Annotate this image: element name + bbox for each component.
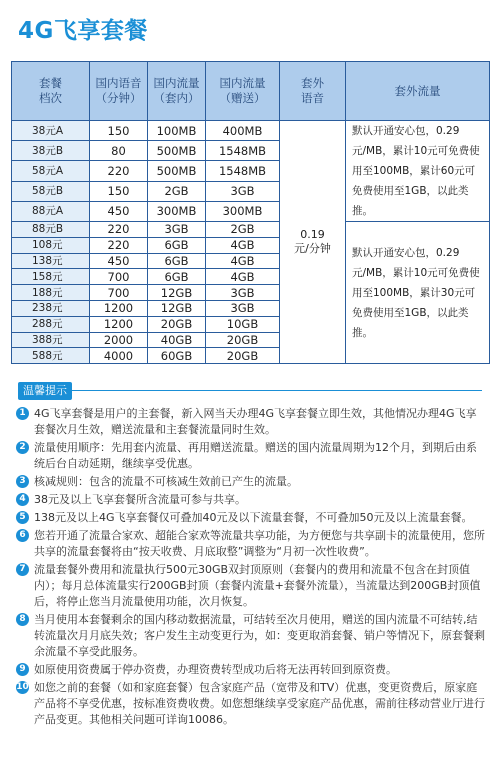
tip-number-badge: 10: [16, 682, 29, 692]
header-extra-voice: 套外 语音: [280, 62, 346, 121]
tip-text: 如原使用资费属于停办资费，办理资费转型成功后将无法再转回到原资费。: [34, 663, 397, 676]
tip-text: 138元及以上4G飞享套餐仅可叠加40元及以下流量套餐，不可叠加50元及以上流量套餐。: [34, 511, 473, 524]
header-tier: 套餐 档次: [12, 62, 90, 121]
cell-data-included: 500MB: [148, 141, 206, 161]
cell-data-included: 6GB: [148, 237, 206, 253]
cell-data-bonus: 20GB: [206, 348, 280, 364]
cell-data-bonus: 4GB: [206, 237, 280, 253]
cell-voice-minutes: 80: [90, 141, 148, 161]
table-header-row: [12, 62, 490, 121]
cell-voice-minutes: 150: [90, 121, 148, 141]
tip-text: 核减规则：包含的流量不可核减生效前已产生的流量。: [34, 475, 298, 488]
cell-data-included: 6GB: [148, 269, 206, 285]
cell-tier: 38元B: [12, 141, 90, 161]
table-row: [12, 121, 490, 141]
cell-tier: 108元: [12, 237, 90, 253]
tip-text: 流量套餐外费用和流量执行500元30GB双封顶原则（套餐内的费用和流量不包含在封顶值内）；每月总体流量实行200GB封顶（套餐内流量+套餐外流量），当流量达到200GB封顶值后，将停止您当月流量使用功能，次月恢复。: [34, 563, 481, 608]
cell-voice-minutes: 220: [90, 161, 148, 181]
cell-tier: 58元B: [12, 181, 90, 201]
cell-voice-minutes: 220: [90, 237, 148, 253]
cell-voice-minutes: 700: [90, 285, 148, 301]
cell-tier: 88元B: [12, 222, 90, 238]
header-domestic-voice: 国内语音 （分钟）: [90, 62, 148, 121]
header-extra-data: 套外流量: [346, 62, 490, 121]
table-body: [12, 121, 490, 364]
cell-tier: 158元: [12, 269, 90, 285]
cell-tier: 388元: [12, 332, 90, 348]
tip-item: [16, 474, 486, 490]
cell-data-bonus: 4GB: [206, 269, 280, 285]
cell-data-included: 2GB: [148, 181, 206, 201]
plan-table: [11, 61, 490, 364]
tip-text: 您若开通了流量合家欢、超能合家欢等流量共享功能，为方便您与共享副卡的流量使用，您所共享的流量套餐将由“按天收费、月底取整”调整为“月初一次性收费”。: [34, 529, 485, 558]
tips-list: [16, 406, 486, 730]
tip-text: 4G飞享套餐是用户的主套餐，新入网当天办理4G飞享套餐立即生效，其他情况办理4G飞享套餐次月生效，赠送流量和主套餐流量同时生效。: [34, 407, 477, 436]
cell-data-included: 12GB: [148, 300, 206, 316]
tip-item: [16, 528, 486, 560]
cell-data-bonus: 1548MB: [206, 141, 280, 161]
tip-item: [16, 680, 486, 728]
cell-tier: 238元: [12, 300, 90, 316]
cell-data-included: 12GB: [148, 285, 206, 301]
cell-data-included: 60GB: [148, 348, 206, 364]
cell-data-included: 300MB: [148, 201, 206, 221]
cell-voice-minutes: 700: [90, 269, 148, 285]
cell-data-included: 6GB: [148, 253, 206, 269]
cell-voice-minutes: 450: [90, 201, 148, 221]
tip-item: [16, 492, 486, 508]
tip-text: 当月使用本套餐剩余的国内移动数据流量，可结转至次月使用，赠送的国内流量不可结转,结转流量次月月底失效；客户发生主动变更行为，如：变更取消套餐、销户等情况下，原套餐剩余流量不享受此服务。: [34, 613, 485, 658]
tip-number-badge: 6: [16, 529, 29, 542]
cell-tier: 88元A: [12, 201, 90, 221]
tip-number-badge: 7: [16, 563, 29, 576]
cell-voice-minutes: 1200: [90, 316, 148, 332]
cell-tier: 58元A: [12, 161, 90, 181]
cell-data-bonus: 4GB: [206, 253, 280, 269]
header-domestic-data-included: 国内流量 （套内）: [148, 62, 206, 121]
cell-data-included: 3GB: [148, 222, 206, 238]
cell-extra-data-note-2: 默认开通安心包，0.29元/MB，累计10元可免费使用至100MB，累计30元可免费使用至1GB，以此类推。: [346, 222, 490, 364]
cell-extra-voice-rate: 0.19 元/分钟: [280, 121, 346, 364]
cell-data-included: 500MB: [148, 161, 206, 181]
cell-data-bonus: 3GB: [206, 181, 280, 201]
tip-number-badge: 4: [16, 493, 29, 506]
tip-text: 流量使用顺序：先用套内流量、再用赠送流量。赠送的国内流量周期为12个月，到期后由系统后台自动延期，继续享受优惠。: [34, 441, 477, 470]
header-domestic-data-bonus: 国内流量 （赠送）: [206, 62, 280, 121]
tip-number-badge: 3: [16, 475, 29, 488]
tip-number-badge: 9: [16, 663, 29, 676]
tip-number-badge: 8: [16, 613, 29, 626]
cell-voice-minutes: 2000: [90, 332, 148, 348]
cell-voice-minutes: 450: [90, 253, 148, 269]
cell-tier: 138元: [12, 253, 90, 269]
tip-text: 38元及以上飞享套餐所含流量可参与共享。: [34, 493, 246, 506]
tip-text: 如您之前的套餐（如和家庭套餐）包含家庭产品（宽带及和TV）优惠，变更资费后，原家庭产品将不享受优惠，按标准资费收费。如您想继续享受家庭产品优惠，需前往移动营业厅进行产品变更。其他相关问题可详询10086。: [34, 681, 485, 726]
cell-data-included: 100MB: [148, 121, 206, 141]
tip-item: [16, 662, 486, 678]
cell-data-bonus: 2GB: [206, 222, 280, 238]
tip-item: [16, 406, 486, 438]
tip-item: [16, 440, 486, 472]
tip-number-badge: 1: [16, 407, 29, 420]
cell-data-bonus: 10GB: [206, 316, 280, 332]
cell-voice-minutes: 1200: [90, 300, 148, 316]
page-title: 4G飞享套餐: [18, 18, 148, 44]
cell-data-bonus: 300MB: [206, 201, 280, 221]
cell-voice-minutes: 150: [90, 181, 148, 201]
tip-item: [16, 562, 486, 610]
cell-data-bonus: 20GB: [206, 332, 280, 348]
cell-data-bonus: 3GB: [206, 300, 280, 316]
tip-number-badge: 5: [16, 511, 29, 524]
cell-tier: 38元A: [12, 121, 90, 141]
cell-tier: 188元: [12, 285, 90, 301]
tips-divider: [72, 390, 482, 391]
cell-extra-data-note-1: 默认开通安心包，0.29元/MB，累计10元可免费使用至100MB，累计60元可免费使用至1GB，以此类推。: [346, 121, 490, 222]
tip-item: [16, 612, 486, 660]
tip-number-badge: 2: [16, 441, 29, 454]
table-row: [12, 222, 490, 238]
tips-header: 温馨提示: [18, 382, 72, 400]
cell-data-bonus: 400MB: [206, 121, 280, 141]
cell-voice-minutes: 4000: [90, 348, 148, 364]
cell-data-included: 20GB: [148, 316, 206, 332]
tip-item: [16, 510, 486, 526]
cell-tier: 288元: [12, 316, 90, 332]
cell-data-included: 40GB: [148, 332, 206, 348]
cell-data-bonus: 3GB: [206, 285, 280, 301]
cell-tier: 588元: [12, 348, 90, 364]
cell-data-bonus: 1548MB: [206, 161, 280, 181]
cell-voice-minutes: 220: [90, 222, 148, 238]
